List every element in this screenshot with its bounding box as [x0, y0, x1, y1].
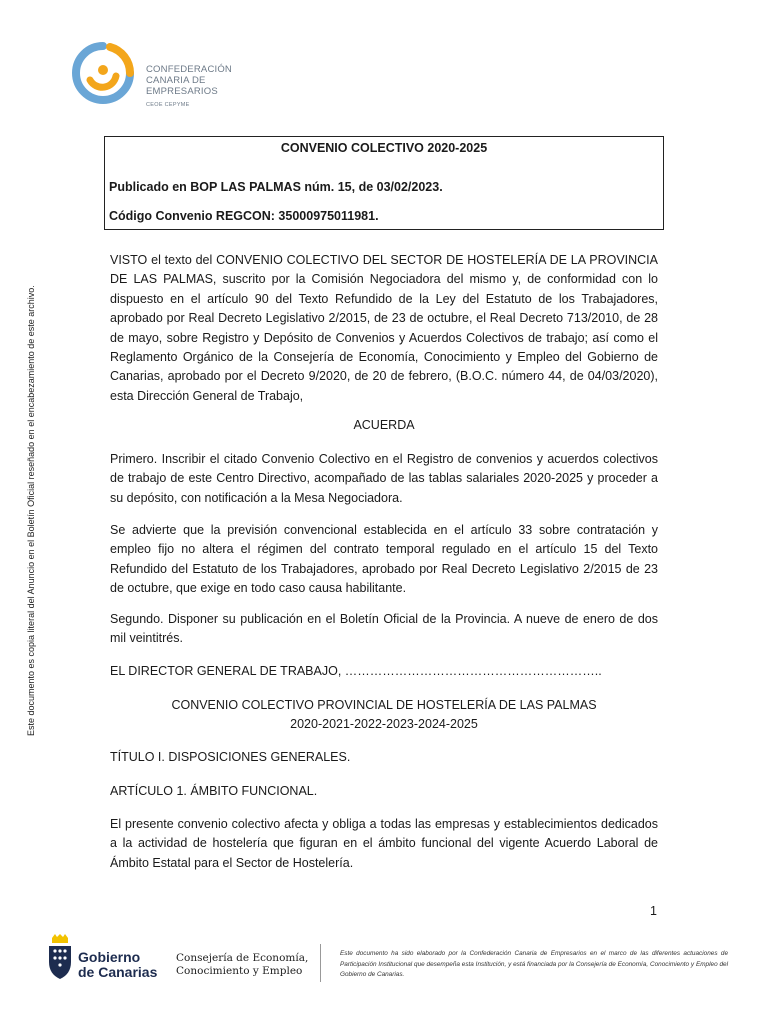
director-signature-line: EL DIRECTOR GENERAL DE TRABAJO, ……………………………………………………..	[110, 664, 602, 678]
page-number: 1	[650, 904, 657, 918]
convenio-title-line-1: CONVENIO COLECTIVO PROVINCIAL DE HOSTELERÍA DE LAS PALMAS	[171, 698, 597, 712]
logo-subtext: CEOE CEPYME	[146, 102, 190, 108]
articulo-heading: ARTÍCULO 1. ÁMBITO FUNCIONAL.	[110, 784, 318, 798]
cce-logo	[60, 34, 250, 120]
convenio-title-line-2: 2020-2021-2022-2023-2024-2025	[290, 717, 478, 731]
footer-funding-note: Este documento ha sido elaborado por la Confederación Canaria de Empresarios en el marco de las diferentes actuaciones de Participación Institucional que desempeña esta Institución, y está financiada por la Consejería de Economía, Conocimiento y Empleo del Gobierno de Canarias.	[340, 950, 728, 978]
gobierno-line-1: Gobierno	[78, 949, 141, 965]
regcon-code-line: Código Convenio REGCON: 35000975011981.	[109, 209, 379, 223]
logo-line-2: CANARIA DE	[146, 75, 206, 86]
advierte-paragraph: Se advierte que la previsión convencional establecida en el artículo 33 sobre contratación y empleo fijo no altera el régimen del contrato temporal regulado en el artículo 15 del Texto Refundido del Estatuto de los Trabajadores, aprobado por Real Decreto Legislativo 2/2015 de 23 de octubre, que exige en todo caso causa habilitante.	[110, 523, 658, 596]
logo-line-1: CONFEDERACIÓN	[146, 64, 232, 75]
side-note-text: Este documento es copia literal del Anuncio en el Boletín Oficial reseñado en el encabezamiento de este archivo.	[26, 285, 36, 736]
publication-line: Publicado en BOP LAS PALMAS núm. 15, de 03/02/2023.	[109, 180, 443, 194]
logo-line-3: EMPRESARIOS	[146, 86, 218, 97]
titulo-heading: TÍTULO I. DISPOSICIONES GENERALES.	[110, 750, 351, 764]
consejeria-line-1: Consejería de Economía,	[176, 952, 309, 964]
consejeria-name	[176, 952, 308, 977]
visto-paragraph: VISTO el texto del CONVENIO COLECTIVO DEL SECTOR DE HOSTELERÍA DE LA PROVINCIA DE LAS PALMAS, suscrito por la Comisión Negociadora del mismo y, de conformidad con lo dispuesto en el artículo 90 del Texto Refundido de la Ley del Estatuto de los Trabajadores, aprobado por Real Decreto Legislativo 2/2015, de 23 de octubre, el Real Decreto 713/2010, de 28 de mayo, sobre Registro y Depósito de Convenios y Acuerdos Colectivos de trabajo; así como el Reglamento Orgánico de la Consejería de Economía, Conocimiento y Empleo del Gobierno de Canarias, aprobado por el Decreto 9/2020, de 20 de febrero, (B.O.C. número 44, de 04/03/2020), esta Dirección General de Trabajo,	[110, 253, 658, 403]
gobierno-canarias-wordmark	[78, 950, 157, 980]
cce-logo-text	[146, 64, 232, 97]
consejeria-line-2: Conocimiento y Empleo	[176, 964, 303, 977]
document-title: CONVENIO COLECTIVO 2020-2025	[280, 141, 488, 155]
canarias-coat-of-arms-icon	[46, 934, 74, 980]
segundo-paragraph: Segundo. Disponer su publicación en el Boletín Oficial de la Provincia. A nueve de enero de dos mil veintitrés.	[110, 612, 658, 646]
primero-paragraph: Primero. Inscribir el citado Convenio Colectivo en el Registro de convenios y acuerdos colectivos de trabajo de este Centro Directivo, acompañado de las tablas salariales 2020-2025 y proceder a su depósito, con notificación a la Mesa Negociadora.	[110, 452, 658, 505]
cce-logo-mark-icon	[70, 40, 136, 106]
ambito-paragraph: El presente convenio colectivo afecta y obliga a todas las empresas y establecimientos dedicados a la actividad de hostelería que figuran en el ámbito funcional del vigente Acuerdo Laboral de Ámbito Estatal para el Sector de Hostelería.	[110, 817, 658, 870]
footer-divider	[320, 944, 321, 982]
title-box	[104, 136, 664, 230]
acuerda-heading: ACUERDA	[353, 418, 415, 432]
gobierno-line-2: de Canarias	[78, 964, 158, 980]
